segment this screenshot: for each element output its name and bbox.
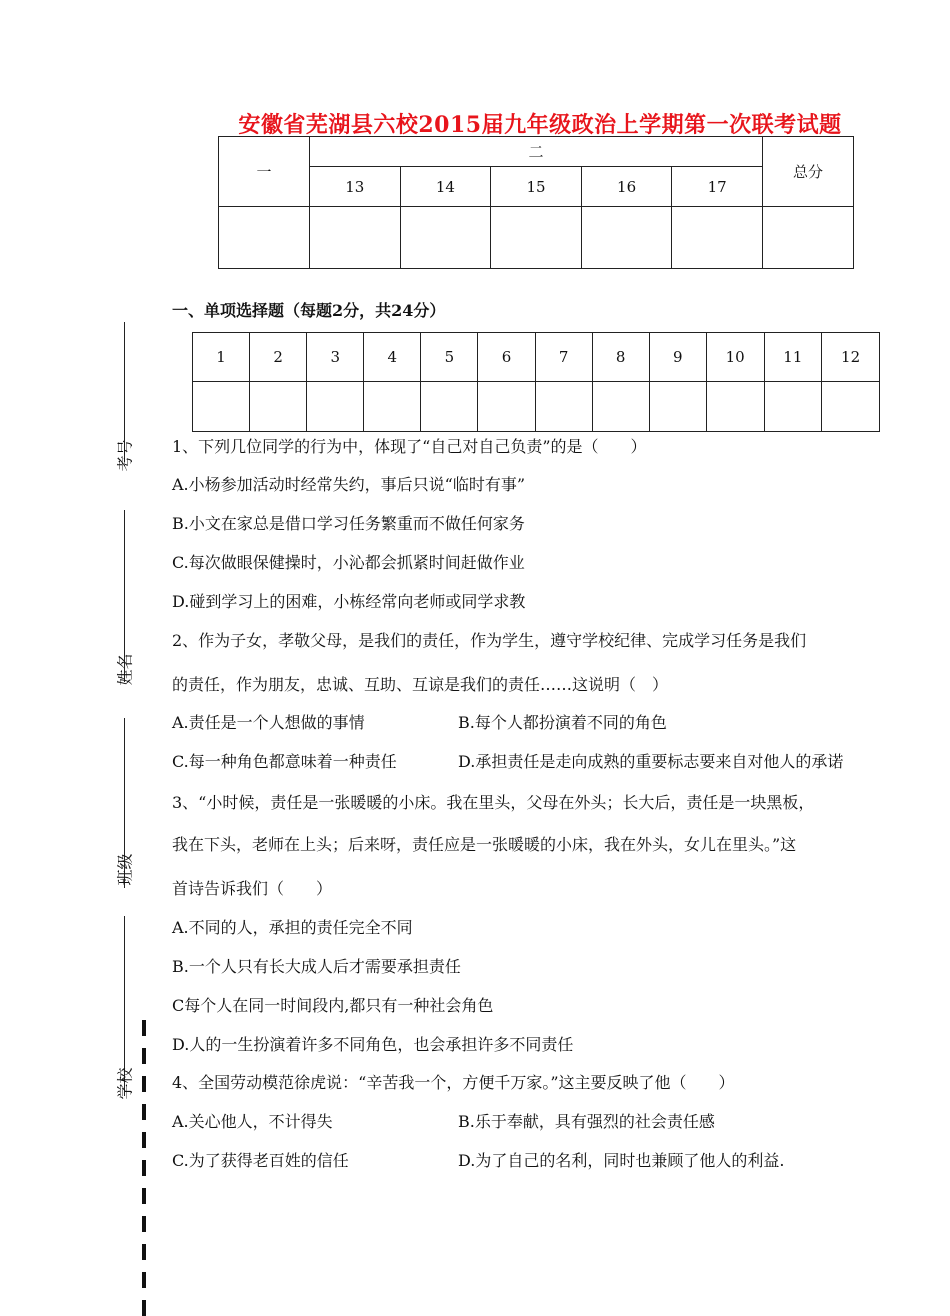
q3-stem-line1: 3、“小时候，责任是一张暖暖的小床。我在里头，父母在外头；长大后，责任是一块黑板， bbox=[172, 793, 815, 812]
answer-cell[interactable] bbox=[764, 382, 822, 432]
answer-cell[interactable] bbox=[592, 382, 649, 432]
page-title: 安徽省芜湖县六校2015届九年级政治上学期第一次联考试题 bbox=[238, 112, 842, 138]
q4-option-a: A.关心他人，不计得失 bbox=[172, 1112, 333, 1131]
score-col-2: 二 bbox=[310, 137, 763, 167]
score-cell[interactable] bbox=[219, 207, 310, 269]
q4-option-b: B.乐于奉献，具有强烈的社会责任感 bbox=[458, 1112, 715, 1131]
answer-cell[interactable] bbox=[822, 382, 880, 432]
score-cell[interactable] bbox=[491, 207, 582, 269]
answer-cell[interactable] bbox=[478, 382, 535, 432]
answer-num: 9 bbox=[649, 333, 706, 382]
score-cell[interactable] bbox=[400, 207, 491, 269]
score-col-1: 一 bbox=[219, 137, 310, 207]
score-cell[interactable] bbox=[763, 207, 854, 269]
q4-option-d: D.为了自己的名利，同时也兼顾了他人的利益. bbox=[458, 1151, 785, 1170]
score-cell[interactable] bbox=[672, 207, 763, 269]
q1-option-b: B.小文在家总是借口学习任务繁重而不做任何家务 bbox=[172, 514, 525, 533]
answer-cell[interactable] bbox=[649, 382, 706, 432]
score-total: 总分 bbox=[763, 137, 854, 207]
answer-num: 3 bbox=[307, 333, 364, 382]
answer-table bbox=[192, 332, 880, 432]
binding-dashed-line bbox=[142, 1020, 146, 1316]
side-label-xingming: 姓名 bbox=[115, 653, 135, 686]
score-table bbox=[218, 136, 854, 269]
score-sub-14: 14 bbox=[400, 167, 491, 207]
q1-option-d: D.碰到学习上的困难，小栋经常向老师或同学求教 bbox=[172, 592, 526, 611]
answer-cell[interactable] bbox=[535, 382, 592, 432]
answer-cell[interactable] bbox=[421, 382, 478, 432]
score-sub-16: 16 bbox=[581, 167, 672, 207]
q3-option-a: A.不同的人，承担的责任完全不同 bbox=[172, 918, 413, 937]
answer-num: 5 bbox=[421, 333, 478, 382]
answer-num: 6 bbox=[478, 333, 535, 382]
answer-cell[interactable] bbox=[250, 382, 307, 432]
answer-num: 11 bbox=[764, 333, 822, 382]
q3-stem-line3: 首诗告诉我们（ ） bbox=[172, 879, 333, 898]
answer-num: 10 bbox=[706, 333, 764, 382]
q3-option-b: B.一个人只有长大成人后才需要承担责任 bbox=[172, 957, 461, 976]
answer-cell[interactable] bbox=[364, 382, 421, 432]
q2-option-b: B.每个人都扮演着不同的角色 bbox=[458, 713, 667, 732]
score-sub-17: 17 bbox=[672, 167, 763, 207]
q2-stem-line1: 2、作为子女，孝敬父母，是我们的责任，作为学生，遵守学校纪律、完成学习任务是我们 bbox=[172, 631, 807, 650]
q1-option-c: C.每次做眼保健操时，小沁都会抓紧时间赶做作业 bbox=[172, 553, 525, 572]
answer-cell[interactable] bbox=[193, 382, 250, 432]
answer-cell[interactable] bbox=[307, 382, 364, 432]
answer-cell[interactable] bbox=[706, 382, 764, 432]
side-label-banji: 班级 bbox=[115, 853, 135, 886]
answer-num: 12 bbox=[822, 333, 880, 382]
q2-option-a: A.责任是一个人想做的事情 bbox=[172, 713, 365, 732]
q3-stem-line2: 我在下头，老师在上头；后来呀，责任应是一张暖暖的小床，我在外头，女儿在里头。”这 bbox=[172, 835, 797, 854]
q1-option-a: A.小杨参加活动时经常失约，事后只说“临时有事” bbox=[172, 475, 526, 494]
q2-option-d: D.承担责任是走向成熟的重要标志要来自对他人的承诺 bbox=[458, 752, 844, 771]
q4-option-c: C.为了获得老百姓的信任 bbox=[172, 1151, 349, 1170]
q2-option-c: C.每一种角色都意味着一种责任 bbox=[172, 752, 397, 771]
answer-num: 2 bbox=[250, 333, 307, 382]
answer-num: 1 bbox=[193, 333, 250, 382]
score-cell[interactable] bbox=[581, 207, 672, 269]
q1-stem: 1、下列几位同学的行为中，体现了“自己对自己负责”的是（ ） bbox=[172, 437, 647, 456]
q3-option-d: D.人的一生扮演着许多不同角色，也会承担许多不同责任 bbox=[172, 1035, 574, 1054]
answer-num: 4 bbox=[364, 333, 421, 382]
q3-option-c: C每个人在同一时间段内,都只有一种社会角色 bbox=[172, 996, 494, 1015]
score-cell[interactable] bbox=[310, 207, 401, 269]
answer-num: 8 bbox=[592, 333, 649, 382]
side-label-kaohao: 考号 bbox=[115, 439, 135, 472]
answer-num: 7 bbox=[535, 333, 592, 382]
q4-stem: 4、全国劳动模范徐虎说：“辛苦我一个，方便千万家。”这主要反映了他（ ） bbox=[172, 1073, 735, 1092]
score-sub-15: 15 bbox=[491, 167, 582, 207]
side-label-xuexiao: 学校 bbox=[115, 1067, 135, 1100]
section-heading: 一、单项选择题（每题2分，共24分） bbox=[172, 301, 446, 320]
q2-stem-line2: 的责任，作为朋友，忠诚、互助、互谅是我们的责任……这说明（ ） bbox=[172, 675, 669, 694]
score-sub-13: 13 bbox=[310, 167, 401, 207]
